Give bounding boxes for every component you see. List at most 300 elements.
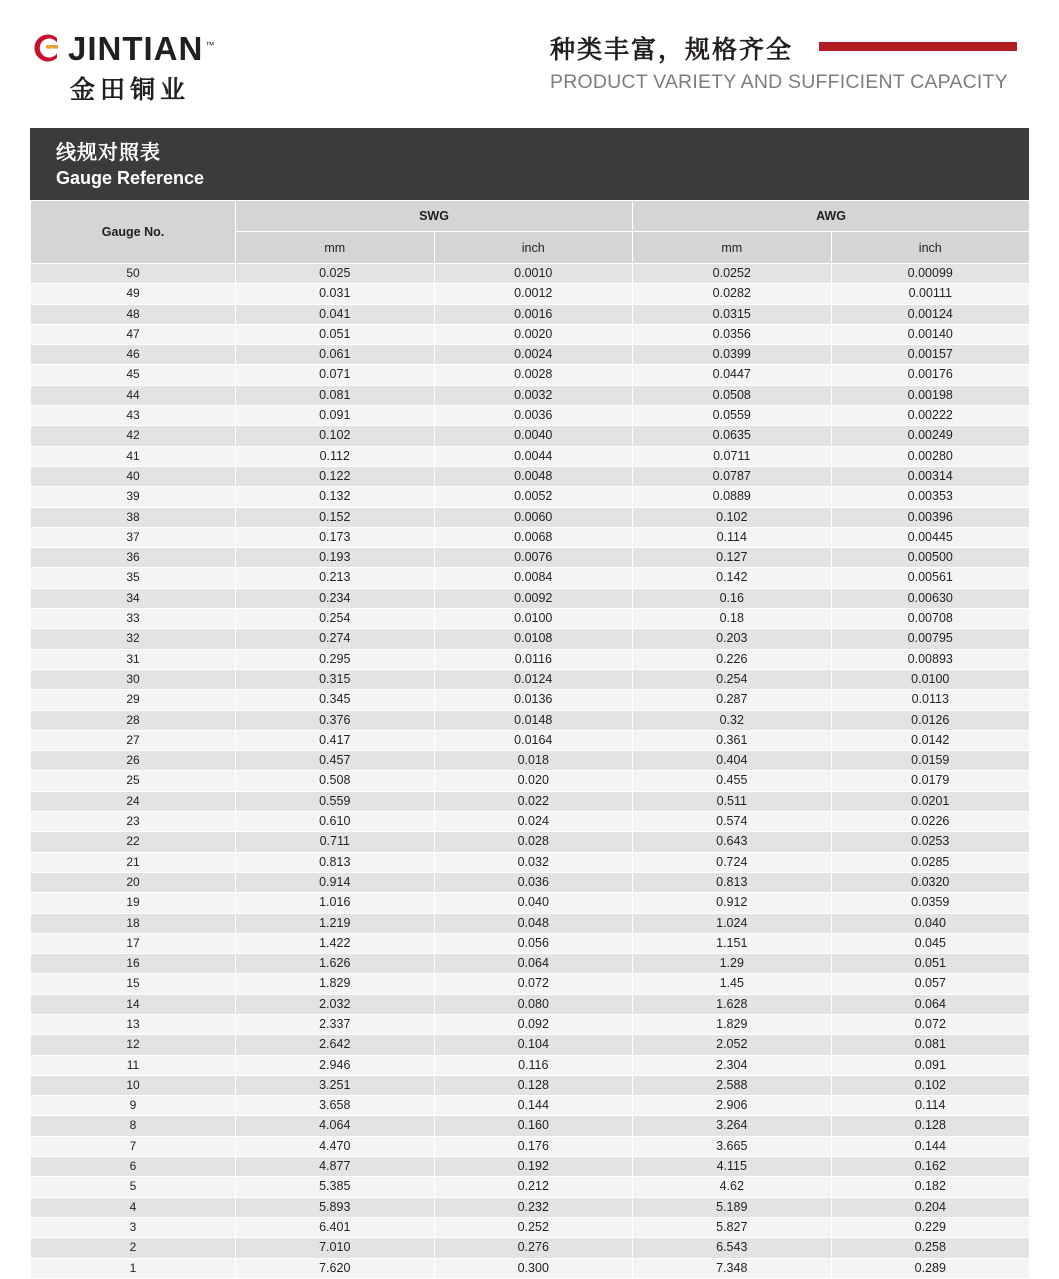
cell-awg-inch: 0.00353	[831, 487, 1030, 507]
cell-swg-inch: 0.0124	[434, 669, 633, 689]
table-row	[31, 527, 1030, 547]
header-gauge-no: Gauge No.	[31, 201, 236, 264]
cell-awg-mm: 0.287	[633, 690, 832, 710]
table-row	[31, 751, 1030, 771]
table-row	[31, 446, 1030, 466]
cell-gauge-no: 28	[31, 710, 236, 730]
table-row	[31, 791, 1030, 811]
cell-swg-mm: 0.132	[236, 487, 435, 507]
cell-gauge-no: 17	[31, 933, 236, 953]
cell-swg-inch: 0.032	[434, 852, 633, 872]
cell-swg-mm: 2.642	[236, 1035, 435, 1055]
cell-gauge-no: 32	[31, 629, 236, 649]
cell-swg-inch: 0.0040	[434, 426, 633, 446]
cell-awg-mm: 0.404	[633, 751, 832, 771]
cell-swg-mm: 6.401	[236, 1217, 435, 1237]
cell-awg-mm: 2.052	[633, 1035, 832, 1055]
cell-awg-inch: 0.0320	[831, 872, 1030, 892]
cell-swg-inch: 0.064	[434, 954, 633, 974]
cell-awg-mm: 2.588	[633, 1075, 832, 1095]
cell-swg-mm: 0.274	[236, 629, 435, 649]
cell-gauge-no: 31	[31, 649, 236, 669]
header-swg-mm: mm	[236, 232, 435, 264]
table-row	[31, 385, 1030, 405]
cell-swg-mm: 7.620	[236, 1258, 435, 1278]
cell-swg-mm: 1.219	[236, 913, 435, 933]
table-row	[31, 507, 1030, 527]
cell-awg-inch: 0.0359	[831, 893, 1030, 913]
cell-gauge-no: 15	[31, 974, 236, 994]
cell-gauge-no: 34	[31, 588, 236, 608]
cell-swg-mm: 0.254	[236, 609, 435, 629]
cell-swg-inch: 0.0032	[434, 385, 633, 405]
cell-swg-mm: 1.422	[236, 933, 435, 953]
cell-gauge-no: 10	[31, 1075, 236, 1095]
cell-awg-mm: 0.0559	[633, 406, 832, 426]
cell-swg-mm: 0.376	[236, 710, 435, 730]
cell-gauge-no: 6	[31, 1157, 236, 1177]
cell-swg-inch: 0.022	[434, 791, 633, 811]
cell-swg-mm: 3.251	[236, 1075, 435, 1095]
table-row	[31, 324, 1030, 344]
cell-swg-inch: 0.0100	[434, 609, 633, 629]
cell-swg-mm: 5.385	[236, 1177, 435, 1197]
cell-gauge-no: 9	[31, 1096, 236, 1116]
cell-swg-inch: 0.0052	[434, 487, 633, 507]
cell-gauge-no: 36	[31, 548, 236, 568]
cell-gauge-no: 27	[31, 730, 236, 750]
logo-text-en: JINTIAN ™	[68, 29, 216, 67]
cell-swg-mm: 4.877	[236, 1157, 435, 1177]
cell-swg-mm: 1.016	[236, 893, 435, 913]
cell-swg-inch: 0.0084	[434, 568, 633, 588]
cell-swg-mm: 0.051	[236, 324, 435, 344]
cell-gauge-no: 33	[31, 609, 236, 629]
cell-gauge-no: 39	[31, 487, 236, 507]
table-row	[31, 588, 1030, 608]
table-row	[31, 893, 1030, 913]
cell-gauge-no: 29	[31, 690, 236, 710]
cell-swg-mm: 0.122	[236, 466, 435, 486]
cell-swg-inch: 0.0012	[434, 284, 633, 304]
gauge-reference-table	[30, 200, 1030, 1279]
cell-awg-mm: 1.024	[633, 913, 832, 933]
logo-wordmark-row	[28, 26, 300, 70]
cell-awg-mm: 0.643	[633, 832, 832, 852]
cell-awg-inch: 0.00500	[831, 548, 1030, 568]
cell-swg-inch: 0.0116	[434, 649, 633, 669]
cell-awg-mm: 0.0315	[633, 304, 832, 324]
cell-awg-inch: 0.040	[831, 913, 1030, 933]
section-title-bar	[30, 128, 1029, 200]
cell-awg-mm: 0.455	[633, 771, 832, 791]
cell-gauge-no: 38	[31, 507, 236, 527]
cell-swg-mm: 0.711	[236, 832, 435, 852]
cell-awg-inch: 0.00176	[831, 365, 1030, 385]
cell-awg-inch: 0.057	[831, 974, 1030, 994]
cell-swg-mm: 0.417	[236, 730, 435, 750]
cell-gauge-no: 42	[31, 426, 236, 446]
cell-awg-mm: 0.16	[633, 588, 832, 608]
cell-awg-mm: 1.829	[633, 1014, 832, 1034]
cell-awg-mm: 0.0356	[633, 324, 832, 344]
cell-swg-inch: 0.0028	[434, 365, 633, 385]
cell-awg-mm: 0.0447	[633, 365, 832, 385]
cell-awg-inch: 0.102	[831, 1075, 1030, 1095]
cell-swg-inch: 0.0036	[434, 406, 633, 426]
table-row	[31, 649, 1030, 669]
cell-swg-mm: 2.337	[236, 1014, 435, 1034]
cell-swg-mm: 0.457	[236, 751, 435, 771]
cell-awg-mm: 5.827	[633, 1217, 832, 1237]
cell-awg-mm: 0.254	[633, 669, 832, 689]
cell-swg-mm: 7.010	[236, 1238, 435, 1258]
cell-swg-inch: 0.018	[434, 751, 633, 771]
cell-gauge-no: 48	[31, 304, 236, 324]
cell-awg-mm: 1.151	[633, 933, 832, 953]
header-group-awg: AWG	[633, 201, 1030, 232]
cell-swg-inch: 0.252	[434, 1217, 633, 1237]
slogan-cn: 种类丰富，规格齐全	[550, 34, 794, 64]
cell-gauge-no: 21	[31, 852, 236, 872]
cell-gauge-no: 25	[31, 771, 236, 791]
table-row	[31, 1035, 1030, 1055]
table-row	[31, 629, 1030, 649]
cell-swg-mm: 0.213	[236, 568, 435, 588]
cell-swg-mm: 0.061	[236, 345, 435, 365]
cell-awg-inch: 0.00893	[831, 649, 1030, 669]
cell-gauge-no: 26	[31, 751, 236, 771]
cell-swg-mm: 0.914	[236, 872, 435, 892]
table-row	[31, 487, 1030, 507]
table-row	[31, 1217, 1030, 1237]
cell-awg-mm: 1.628	[633, 994, 832, 1014]
cell-swg-inch: 0.028	[434, 832, 633, 852]
cell-gauge-no: 30	[31, 669, 236, 689]
cell-awg-mm: 0.0635	[633, 426, 832, 446]
cell-swg-inch: 0.0010	[434, 264, 633, 284]
cell-awg-mm: 0.0282	[633, 284, 832, 304]
cell-swg-inch: 0.0092	[434, 588, 633, 608]
cell-swg-inch: 0.0044	[434, 446, 633, 466]
cell-gauge-no: 35	[31, 568, 236, 588]
cell-swg-inch: 0.0164	[434, 730, 633, 750]
cell-gauge-no: 8	[31, 1116, 236, 1136]
cell-swg-mm: 0.234	[236, 588, 435, 608]
cell-awg-mm: 0.0252	[633, 264, 832, 284]
cell-awg-inch: 0.00561	[831, 568, 1030, 588]
table-row	[31, 1014, 1030, 1034]
cell-gauge-no: 19	[31, 893, 236, 913]
table-row	[31, 568, 1030, 588]
cell-awg-inch: 0.00445	[831, 527, 1030, 547]
table-row	[31, 730, 1030, 750]
cell-awg-inch: 0.00157	[831, 345, 1030, 365]
cell-swg-inch: 0.160	[434, 1116, 633, 1136]
cell-swg-mm: 2.032	[236, 994, 435, 1014]
cell-swg-inch: 0.080	[434, 994, 633, 1014]
cell-gauge-no: 44	[31, 385, 236, 405]
table-row	[31, 406, 1030, 426]
cell-awg-inch: 0.258	[831, 1238, 1030, 1258]
cell-awg-inch: 0.162	[831, 1157, 1030, 1177]
cell-swg-inch: 0.128	[434, 1075, 633, 1095]
header-group-swg: SWG	[236, 201, 633, 232]
cell-gauge-no: 4	[31, 1197, 236, 1217]
cell-swg-inch: 0.116	[434, 1055, 633, 1075]
cell-awg-inch: 0.0253	[831, 832, 1030, 852]
cell-gauge-no: 18	[31, 913, 236, 933]
cell-swg-mm: 0.345	[236, 690, 435, 710]
cell-awg-mm: 2.304	[633, 1055, 832, 1075]
table-row	[31, 1075, 1030, 1095]
cell-awg-mm: 0.127	[633, 548, 832, 568]
cell-swg-inch: 0.176	[434, 1136, 633, 1156]
cell-swg-inch: 0.144	[434, 1096, 633, 1116]
table-row	[31, 933, 1030, 953]
cell-gauge-no: 1	[31, 1258, 236, 1278]
table-row	[31, 1157, 1030, 1177]
cell-swg-mm: 1.829	[236, 974, 435, 994]
cell-swg-mm: 0.315	[236, 669, 435, 689]
table-row	[31, 264, 1030, 284]
cell-awg-mm: 0.114	[633, 527, 832, 547]
cell-awg-mm: 3.264	[633, 1116, 832, 1136]
cell-swg-mm: 0.508	[236, 771, 435, 791]
cell-awg-mm: 0.18	[633, 609, 832, 629]
cell-awg-inch: 0.00111	[831, 284, 1030, 304]
cell-gauge-no: 2	[31, 1238, 236, 1258]
cell-awg-inch: 0.051	[831, 954, 1030, 974]
cell-awg-mm: 0.142	[633, 568, 832, 588]
cell-gauge-no: 22	[31, 832, 236, 852]
table-row	[31, 852, 1030, 872]
header-awg-inch: inch	[831, 232, 1030, 264]
table-row	[31, 1096, 1030, 1116]
cell-awg-mm: 0.32	[633, 710, 832, 730]
page-header	[0, 0, 1059, 128]
table-row	[31, 1116, 1030, 1136]
table-row	[31, 304, 1030, 324]
table-row	[31, 974, 1030, 994]
cell-swg-mm: 0.091	[236, 406, 435, 426]
cell-awg-inch: 0.144	[831, 1136, 1030, 1156]
cell-awg-inch: 0.00314	[831, 466, 1030, 486]
table-row	[31, 812, 1030, 832]
cell-gauge-no: 14	[31, 994, 236, 1014]
cell-awg-inch: 0.00099	[831, 264, 1030, 284]
cell-swg-mm: 0.031	[236, 284, 435, 304]
cell-swg-inch: 0.0108	[434, 629, 633, 649]
cell-swg-mm: 0.112	[236, 446, 435, 466]
cell-awg-inch: 0.204	[831, 1197, 1030, 1217]
cell-swg-inch: 0.020	[434, 771, 633, 791]
table-row	[31, 669, 1030, 689]
cell-swg-inch: 0.0068	[434, 527, 633, 547]
cell-swg-inch: 0.036	[434, 872, 633, 892]
cell-gauge-no: 16	[31, 954, 236, 974]
cell-swg-inch: 0.276	[434, 1238, 633, 1258]
table-row	[31, 426, 1030, 446]
cell-swg-inch: 0.072	[434, 974, 633, 994]
cell-awg-inch: 0.00630	[831, 588, 1030, 608]
cell-gauge-no: 20	[31, 872, 236, 892]
cell-swg-mm: 1.626	[236, 954, 435, 974]
cell-gauge-no: 11	[31, 1055, 236, 1075]
cell-swg-inch: 0.192	[434, 1157, 633, 1177]
cell-awg-mm: 0.912	[633, 893, 832, 913]
jintian-logo-icon	[28, 31, 62, 65]
cell-awg-inch: 0.00124	[831, 304, 1030, 324]
cell-awg-inch: 0.0126	[831, 710, 1030, 730]
table-row	[31, 954, 1030, 974]
table-head-row-groups	[31, 201, 1030, 232]
cell-awg-mm: 0.0399	[633, 345, 832, 365]
cell-swg-mm: 0.081	[236, 385, 435, 405]
cell-awg-inch: 0.128	[831, 1116, 1030, 1136]
cell-awg-inch: 0.045	[831, 933, 1030, 953]
cell-swg-mm: 0.152	[236, 507, 435, 527]
slogan-en: PRODUCT VARIETY AND SUFFICIENT CAPACITY	[550, 70, 1008, 93]
table-row	[31, 284, 1030, 304]
cell-awg-inch: 0.00396	[831, 507, 1030, 527]
cell-awg-inch: 0.0100	[831, 669, 1030, 689]
cell-swg-mm: 0.559	[236, 791, 435, 811]
slogan-cn-row	[550, 35, 1059, 65]
table-row	[31, 466, 1030, 486]
cell-awg-inch: 0.00249	[831, 426, 1030, 446]
cell-awg-inch: 0.229	[831, 1217, 1030, 1237]
cell-swg-inch: 0.0136	[434, 690, 633, 710]
cell-awg-mm: 7.348	[633, 1258, 832, 1278]
gauge-table-wrap	[30, 200, 1029, 1279]
cell-gauge-no: 45	[31, 365, 236, 385]
cell-swg-inch: 0.0076	[434, 548, 633, 568]
table-row	[31, 690, 1030, 710]
cell-swg-inch: 0.0060	[434, 507, 633, 527]
cell-swg-inch: 0.212	[434, 1177, 633, 1197]
cell-awg-inch: 0.072	[831, 1014, 1030, 1034]
cell-swg-inch: 0.056	[434, 933, 633, 953]
table-row	[31, 548, 1030, 568]
cell-awg-inch: 0.0201	[831, 791, 1030, 811]
cell-gauge-no: 46	[31, 345, 236, 365]
table-row	[31, 609, 1030, 629]
table-row	[31, 1258, 1030, 1278]
cell-gauge-no: 47	[31, 324, 236, 344]
cell-awg-mm: 6.543	[633, 1238, 832, 1258]
cell-swg-mm: 2.946	[236, 1055, 435, 1075]
table-row	[31, 913, 1030, 933]
cell-awg-inch: 0.091	[831, 1055, 1030, 1075]
table-row	[31, 1238, 1030, 1258]
table-row	[31, 1197, 1030, 1217]
cell-swg-inch: 0.0048	[434, 466, 633, 486]
table-row	[31, 1177, 1030, 1197]
cell-awg-inch: 0.0113	[831, 690, 1030, 710]
cell-swg-inch: 0.300	[434, 1258, 633, 1278]
cell-awg-mm: 0.361	[633, 730, 832, 750]
slogan-accent-bar	[819, 42, 1017, 51]
cell-awg-inch: 0.182	[831, 1177, 1030, 1197]
table-row	[31, 1055, 1030, 1075]
section-title-cn: 线规对照表	[56, 140, 161, 164]
cell-awg-mm: 0.0711	[633, 446, 832, 466]
cell-awg-inch: 0.00198	[831, 385, 1030, 405]
cell-awg-mm: 1.29	[633, 954, 832, 974]
cell-awg-mm: 5.189	[633, 1197, 832, 1217]
cell-awg-inch: 0.0285	[831, 852, 1030, 872]
table-row	[31, 1136, 1030, 1156]
table-row	[31, 832, 1030, 852]
cell-swg-mm: 0.025	[236, 264, 435, 284]
cell-awg-inch: 0.289	[831, 1258, 1030, 1278]
cell-swg-inch: 0.0016	[434, 304, 633, 324]
cell-gauge-no: 41	[31, 446, 236, 466]
cell-awg-inch: 0.00708	[831, 609, 1030, 629]
table-row	[31, 872, 1030, 892]
cell-gauge-no: 37	[31, 527, 236, 547]
cell-swg-inch: 0.024	[434, 812, 633, 832]
cell-swg-mm: 0.041	[236, 304, 435, 324]
table-body	[31, 264, 1030, 1279]
section-title-en: Gauge Reference	[56, 168, 205, 188]
cell-awg-mm: 0.226	[633, 649, 832, 669]
cell-awg-inch: 0.081	[831, 1035, 1030, 1055]
cell-swg-mm: 0.193	[236, 548, 435, 568]
table-head	[31, 201, 1030, 264]
cell-awg-inch: 0.0159	[831, 751, 1030, 771]
trademark-symbol: ™	[205, 39, 216, 50]
cell-awg-mm: 0.0889	[633, 487, 832, 507]
cell-swg-mm: 3.658	[236, 1096, 435, 1116]
cell-swg-mm: 4.064	[236, 1116, 435, 1136]
cell-swg-inch: 0.0024	[434, 345, 633, 365]
cell-swg-mm: 0.102	[236, 426, 435, 446]
cell-gauge-no: 5	[31, 1177, 236, 1197]
cell-swg-inch: 0.092	[434, 1014, 633, 1034]
cell-awg-inch: 0.00795	[831, 629, 1030, 649]
cell-swg-mm: 5.893	[236, 1197, 435, 1217]
company-logo	[0, 26, 300, 102]
header-awg-mm: mm	[633, 232, 832, 264]
cell-gauge-no: 7	[31, 1136, 236, 1156]
cell-awg-inch: 0.00280	[831, 446, 1030, 466]
cell-swg-mm: 0.295	[236, 649, 435, 669]
table-row	[31, 345, 1030, 365]
cell-gauge-no: 50	[31, 264, 236, 284]
cell-awg-mm: 0.724	[633, 852, 832, 872]
cell-awg-mm: 2.906	[633, 1096, 832, 1116]
cell-swg-inch: 0.040	[434, 893, 633, 913]
cell-awg-mm: 0.0508	[633, 385, 832, 405]
cell-gauge-no: 3	[31, 1217, 236, 1237]
cell-gauge-no: 24	[31, 791, 236, 811]
table-row	[31, 771, 1030, 791]
table-row	[31, 365, 1030, 385]
cell-awg-mm: 0.102	[633, 507, 832, 527]
cell-swg-inch: 0.0020	[434, 324, 633, 344]
cell-swg-mm: 0.173	[236, 527, 435, 547]
cell-gauge-no: 13	[31, 1014, 236, 1034]
cell-awg-mm: 0.574	[633, 812, 832, 832]
cell-awg-mm: 1.45	[633, 974, 832, 994]
cell-awg-mm: 0.511	[633, 791, 832, 811]
cell-gauge-no: 43	[31, 406, 236, 426]
cell-awg-inch: 0.0226	[831, 812, 1030, 832]
cell-awg-mm: 4.115	[633, 1157, 832, 1177]
logo-text-cn: 金田铜业	[70, 75, 191, 104]
